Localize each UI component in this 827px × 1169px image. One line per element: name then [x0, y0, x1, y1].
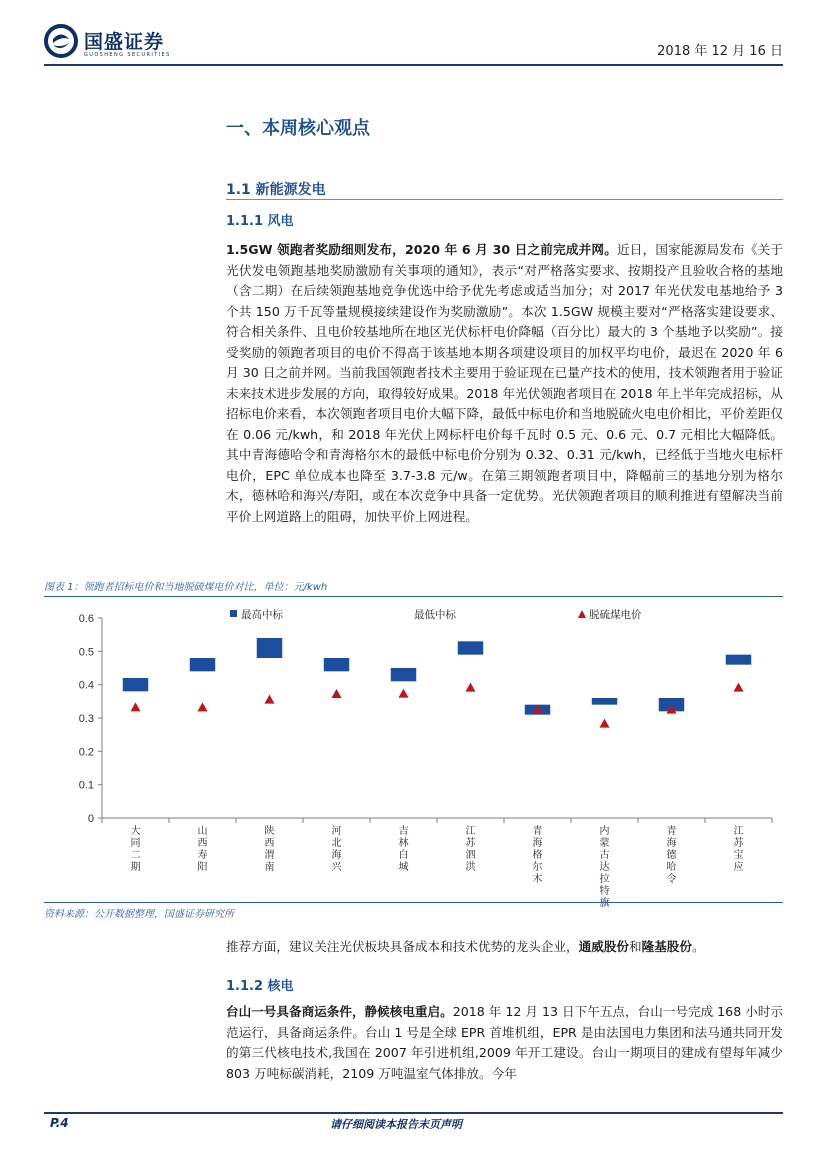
legend-swatch-coal [578, 610, 586, 618]
y-tick-label: 0.4 [78, 679, 94, 692]
x-axis [102, 818, 772, 909]
figure-source: 资料来源：公开数据整理，国盛证券研究所 [44, 909, 234, 920]
paragraph-taishan [226, 1002, 783, 1084]
stock-longi: 隆基股份 [641, 939, 692, 954]
figure-top-divider [44, 596, 783, 597]
marker-series [131, 683, 744, 728]
footer-divider [44, 1112, 783, 1114]
y-tick-label: 0.3 [78, 713, 94, 725]
report-date: 2018 年 12 月 16 日 [657, 44, 783, 59]
footer-disclaimer: 请仔细阅读本报告末页声明 [330, 1118, 462, 1131]
y-tick-label: 0 [87, 813, 94, 825]
nuclear-heading: 1.1.2 核电 [226, 979, 294, 994]
figure-caption: 图表 1：领跑者招标电价和当地脱硫煤电价对比，单位：元/kwh [44, 582, 328, 593]
y-tick-label: 0.6 [78, 613, 94, 625]
page-header [0, 0, 827, 70]
recommend-end: 。 [691, 939, 705, 954]
logo-text: 国盛证券 [84, 31, 165, 53]
legend-swatch-max [230, 610, 237, 617]
x-tick-label: 青海德哈令 [666, 826, 677, 885]
recommend-text: 推荐方面，建议关注光伏板块具备成本和技术优势的龙头企业， [226, 939, 579, 954]
page-number: P.4 [50, 1116, 69, 1130]
x-tick-label: 山西寿阳 [197, 826, 208, 873]
recommend-and: 和 [629, 939, 642, 954]
paragraph-leader-incentive [226, 240, 783, 527]
coal-price-marker [600, 719, 610, 728]
x-tick-label: 江苏泗洪 [465, 826, 476, 873]
tariff-chart [44, 600, 784, 909]
bid-range-bar [726, 655, 751, 665]
coal-price-marker [466, 683, 476, 692]
x-tick-label: 内蒙古达拉特旗 [599, 826, 610, 909]
bid-range-bar [324, 658, 349, 671]
subsection-heading: 1.1 新能源发电 [226, 182, 326, 198]
legend-label-coal: 脱硫煤电价 [589, 609, 642, 621]
coal-price-marker [734, 683, 744, 692]
bid-range-bar [123, 678, 148, 691]
header-divider [44, 64, 783, 66]
chart-legend [230, 608, 642, 621]
coal-price-marker [399, 689, 409, 698]
x-tick-label: 大同二期 [130, 826, 141, 873]
y-tick-label: 0.2 [78, 746, 94, 759]
x-tick-label: 江苏宝应 [733, 826, 744, 873]
bid-range-bar [391, 668, 416, 681]
x-tick-label: 陕西渭南 [264, 826, 275, 873]
logo-icon [44, 24, 78, 58]
bid-range-bar [458, 641, 483, 654]
legend-label-min: 最低中标 [414, 609, 456, 621]
y-tick-label: 0.1 [78, 779, 94, 792]
coal-price-marker [198, 702, 208, 711]
bid-range-bar [592, 698, 617, 705]
paragraph-recommendation [226, 937, 783, 958]
coal-price-marker [131, 702, 141, 711]
x-tick-label: 河北海兴 [331, 826, 342, 873]
bid-range-bar [257, 638, 282, 658]
stock-tongwei: 通威股份 [578, 939, 629, 954]
bar-series [123, 638, 751, 715]
coal-price-marker [265, 695, 275, 704]
paragraph-body: 近日，国家能源局发布《关于光伏发电领跑基地奖励激励有关事项的通知》，表示“对严格落实要求、按期投产且验收合格的基地（含二期）在后续领跑基地竞争优选中给予优先考虑或适当加分；对 2017 年光伏发电基地给予 3 个共 150 万千瓦等量规模接续建设作为奖励激励”。本次 1.5GW 规模主要对“严格落实建设要求、符合相关条件、且电价较基地所在地区光伏标杆电价降幅（百分比）最大的 3 个基地予以奖励”。接受奖励的领跑者项目的电价不得高于该基地本期各项建设项目的加权平均电价，最迟在 2020 年 6 月 30 日之前并网。当前我国领跑者技术主要用于验证现在已量产技术的使用，技术领跑者用于验证未来技术进步发展的方向，取得较好成果。2018 年光伏领跑者项目在 2018 年上半年完成招标，从招标电价来看，本次领跑者项目电价大幅下降，最低中标电价和当地脱硫火电电价相比，平价差距仅在 0.06 元/kwh，和 2018 年光伏上网标杆电价每千瓦时 0.5 元、0.6 元、0.7 元相比大幅降低。其中青海德哈令和青海格尔木的最低中标电价分别为 0.32、0.31 元/kwh，已经低于当地火电标杆电价，EPC 单位成本也降至 3.7-3.8 元/w。在第三期领跑者项目中，降幅前三的基地分别为格尔木，德林哈和海兴/寿阳，或在本次竞争中具备一定优势。光伏领跑者项目的顺利推进有望解决当前平价上网道路上的阻碍，加快平价上网进程。 [226, 242, 783, 524]
coal-price-marker [332, 689, 342, 698]
y-axis [79, 613, 102, 825]
figure-bottom-divider [44, 902, 783, 903]
paragraph-lead: 台山一号具备商运条件，静候核电重启。 [226, 1004, 453, 1019]
paragraph-body: 2018 年 12 月 13 日下午五点，台山一号完成 168 小时示范运行，具备商运条件。台山 1 号是全球 EPR 首堆机组，EPR 是由法国电力集团和法马通共同开发的第三代核电技术,我国在 2007 年引进机组,2009 年开工建设。台山一期项目的建成有望每年减少 803 万吨标碳消耗，2109 万吨温室气体排放。今年 [226, 1004, 783, 1081]
legend-label-max: 最高中标 [241, 609, 283, 621]
section-heading: 一、本周核心观点 [226, 118, 370, 139]
subsection-divider [226, 199, 783, 200]
logo-subtext: GUOSHENG SECURITIES [84, 52, 171, 58]
wind-heading: 1.1.1 风电 [226, 214, 294, 229]
y-tick-label: 0.5 [78, 646, 94, 659]
bid-range-bar [190, 658, 215, 671]
x-tick-label: 青海格尔木 [532, 826, 543, 885]
company-logo [44, 22, 174, 62]
paragraph-lead: 1.5GW 领跑者奖励细则发布，2020 年 6 月 30 日之前完成并网。 [226, 242, 617, 257]
x-tick-label: 吉林白城 [398, 826, 409, 873]
